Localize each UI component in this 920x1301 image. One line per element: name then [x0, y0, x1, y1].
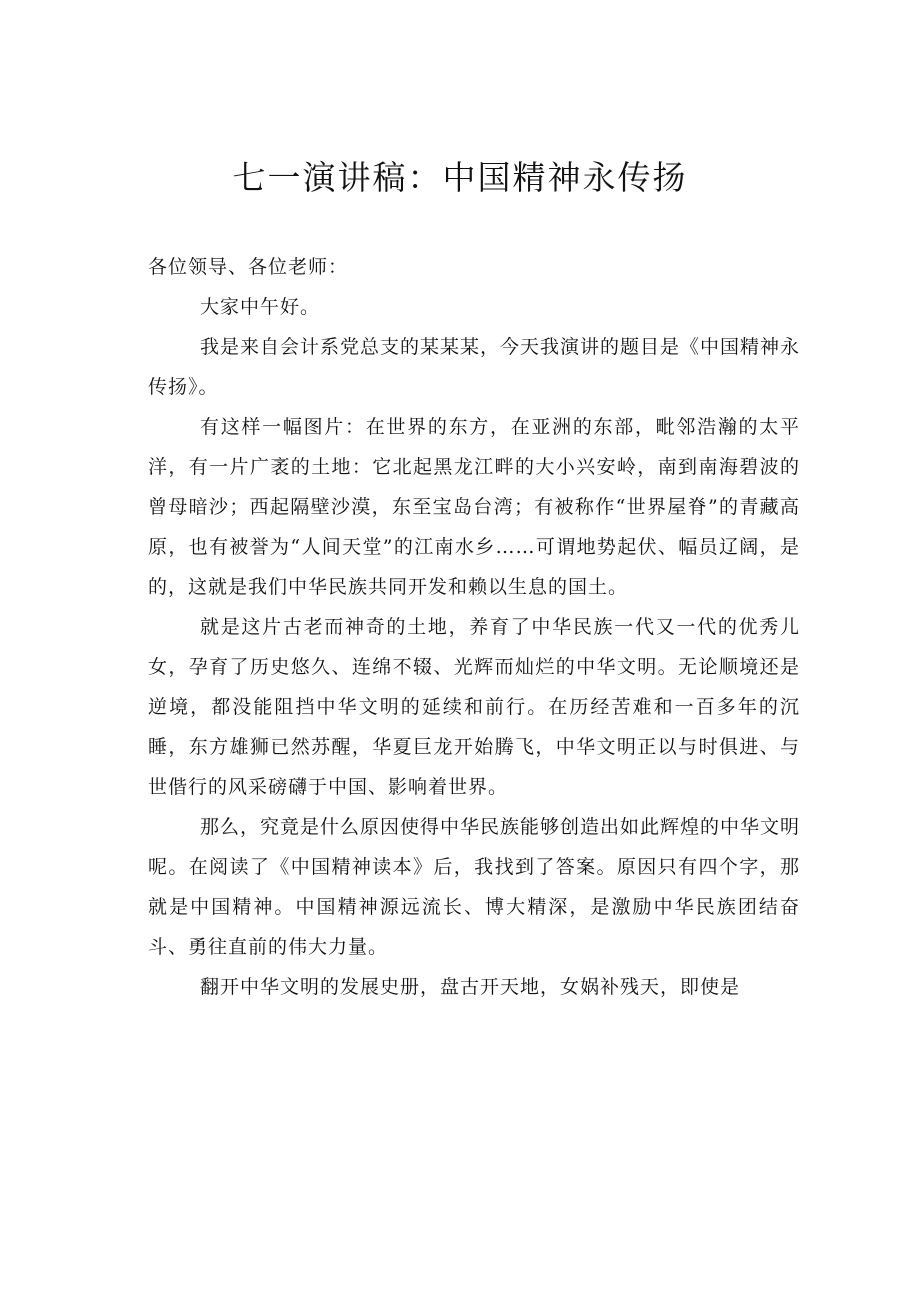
paragraph-land-description: 有这样一幅图片：在世界的东方，在亚洲的东部，毗邻浩瀚的太平洋，有一片广袤的土地：它北起黑龙江畔的大小兴安岭，南到南海碧波的曾母暗沙；西起隔壁沙漠，东至宝岛台湾；有被称作“世界屋脊”的青藏高原，也有被誉为“人间天堂”的江南水乡……可谓地势起伏、幅员辽阔，是的，这就是我们中华民族共同开发和赖以生息的国土。 [148, 416, 800, 598]
paragraph-chinese-spirit: 那么，究竟是什么原因使得中华民族能够创造出如此辉煌的中华文明呢。在阅读了《中国精神读本》后，我找到了答案。原因只有四个字，那就是中国精神。中国精神源远流长、博大精深，是激励中华民族团结奋斗、勇往直前的伟大力量。 [148, 816, 801, 958]
paragraph-history: 翻开中华文明的发展史册，盘古开天地，女娲补残天，即使是 [200, 976, 741, 998]
paragraph-introduction: 我是来自会计系党总支的某某某，今天我演讲的题目是《中国精神永传扬》。 [148, 336, 801, 398]
paragraph-greeting: 大家中午好。 [200, 296, 321, 318]
document-title: 七一演讲稿：中国精神永传扬 [232, 158, 688, 197]
paragraph-civilization: 就是这片古老而神奇的土地，养育了中华民族一代又一代的优秀儿女，孕育了历史悠久、连绵不辍、光辉而灿烂的中华文明。无论顺境还是逆境，都没能阻挡中华文明的延续和前行。在历经苦难和一百多年的沉睡，东方雄狮已然苏醒，华夏巨龙开始腾飞，中华文明正以与时俱进、与世偕行的风采磅礴于中国、影响着世界。 [148, 616, 800, 798]
document-body [148, 247, 800, 1007]
salutation: 各位领导、各位老师： [148, 256, 349, 278]
